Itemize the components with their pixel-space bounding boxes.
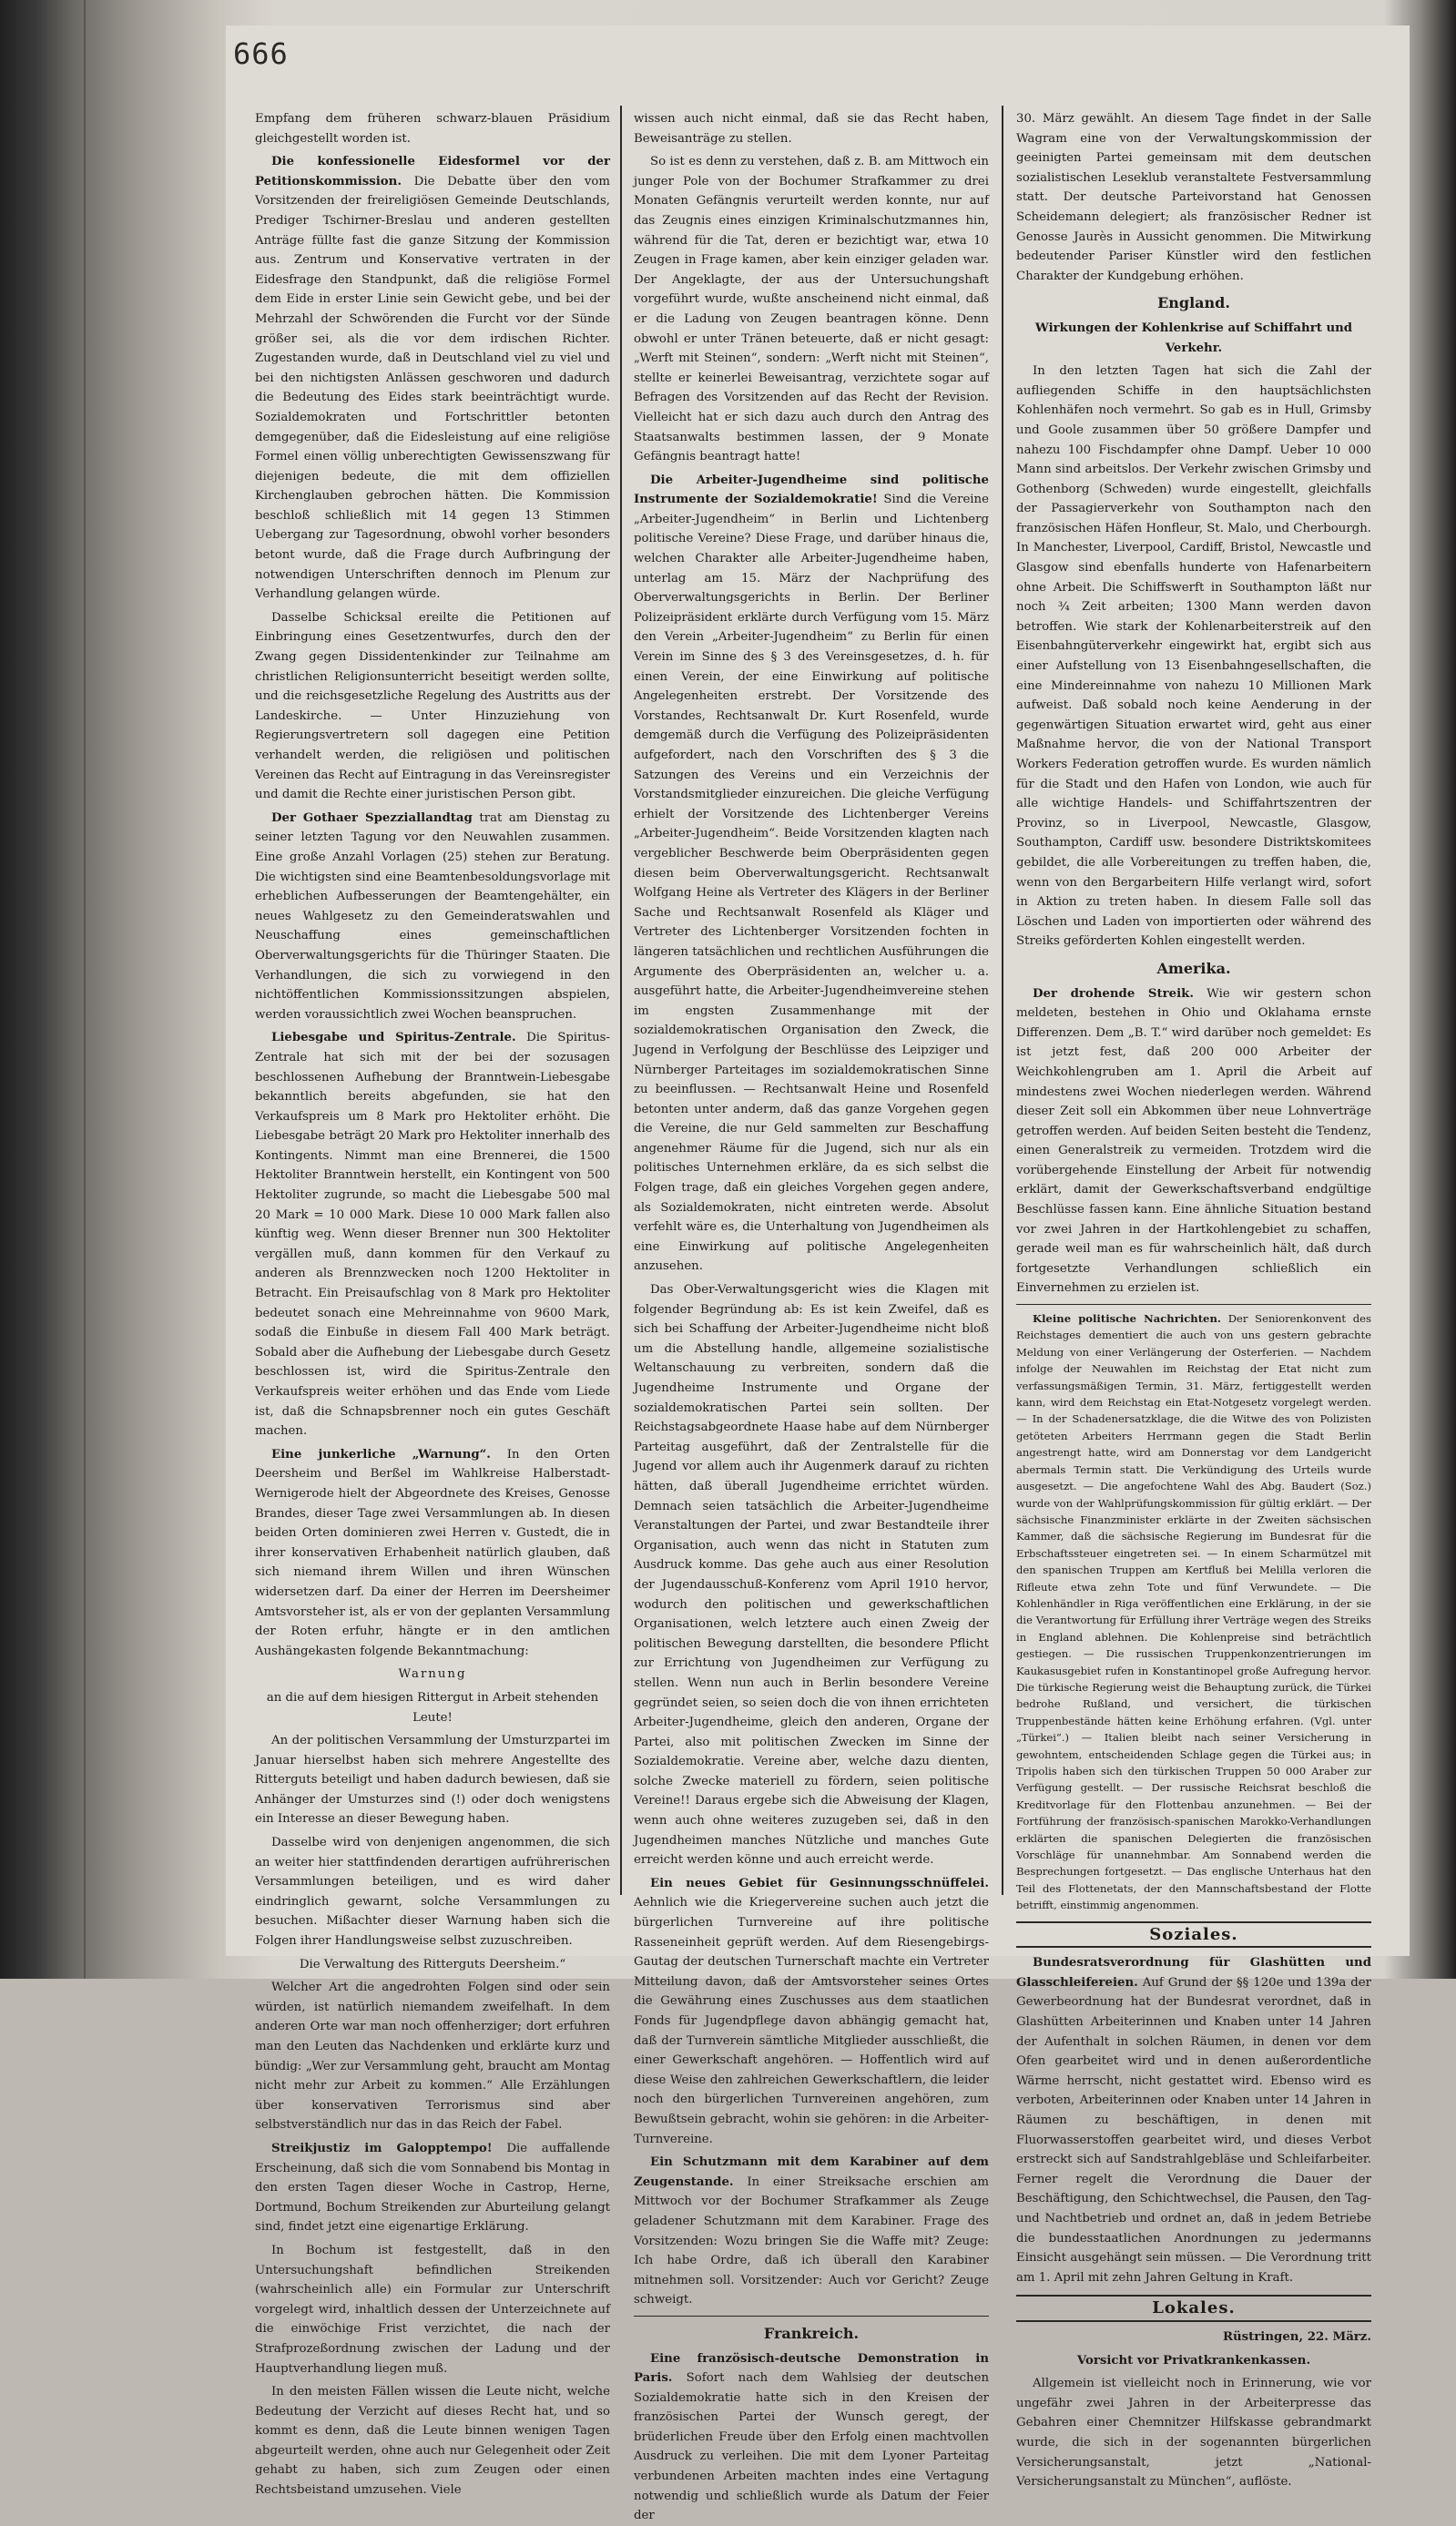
- dateline: Rüstringen, 22. März.: [1222, 2329, 1371, 2344]
- page-number: 666: [233, 36, 289, 71]
- article-text: Auf Grund der §§ 120e und 139a der Gewerbeordnung hat der Bundesrat verordnet, daß in Glashütten Arbeiterinnen und Knaben unter 14 Jahren der Aufenthalt in solchen Räumen, in denen vor dem Ofen gearbeitet wird und in denen außerordentliche Wärme herrscht, nicht gestattet wird. Ebenso wird es verboten, Arbeiterinnen oder Knaben unter 14 Jahren in Räumen zu beschäftigen, in denen mit Fluorwasserstoffen gearbeitet wird, und dieses Verbot erstreckt sich auf Sandstrahlgebläse und Schleifarbeiter. Ferner regelt die Verordnung die Dauer der Beschäftigung, den Schichtwechsel, die Pausen, den Tag- und Nachtbetrieb und ordnet an, daß in jedem Betriebe die bundesstaatlichen Anordnungen zu jedermanns Einsicht ausgehängt sein müssen. — Die Verordnung tritt am 1. April mit zehn Jahren Geltung in Kraft.: [1016, 1975, 1371, 2285]
- paragraph: Welcher Art die angedrohten Folgen sind oder sein würden, ist natürlich niemandem zweifelhaft. In dem anderen Orte war man noch offenherziger; dort erfuhren man den Leuten das Nachdenken und erklärte kurz und bündig: „Wer zur Versammlung geht, braucht am Montag nicht mehr zur Arbeit zu kommen.“ Alle Erzählungen über konservativen Terrorismus sind aber selbstverständlich nur das in das Reich der Fabel.: [255, 1981, 610, 2133]
- book-spine-edge: [84, 0, 86, 1979]
- article-headline: Die konfessionelle Eidesformel vor der Petitionskommission.: [255, 155, 610, 188]
- paragraph: An der politischen Versammlung der Umsturzpartei im Januar hierselbst haben sich mehrere Angestellte des Ritterguts beteiligt und haben dadurch bewiesen, daß sie Anhänger der Umsturzes sind (!) oder doch wenigstens ein Interesse an dieser Bewegung haben.: [255, 1734, 610, 1827]
- paragraph: Allgemein ist vielleicht noch in Erinnerung, wie vor ungefähr zwei Jahren in der Arbeiterpresse das Gebahren einer Chemnitzer Hilfskasse gebrandmarkt wurde, die sich in der sogenannten bürgerlichen Versicherungsanstalt, jetzt „National-Versicherungsanstalt zu München“, auflöste.: [1016, 2377, 1371, 2490]
- section-divider: [1016, 1304, 1371, 1305]
- article-text: In einer Streiksache erschien am Mittwoch vor der Bochumer Strafkammer als Zeuge geladener Schutzmann mit dem Karabiner. Frage des Vorsitzenden: Wozu bringen Sie die Waffe mit? Zeuge: Ich habe Ordre, daß ich überall den Karabiner mitnehmen soll. Vorsitzender: Auch vor Gericht? Zeuge schweigt.: [634, 2175, 989, 2307]
- article-text: Sofort nach dem Wahlsieg der deutschen Sozialdemokratie hatte sich in den Kreisen der französischen Partei der Wunsch geregt, der brüderlichen Freude über den Erfolg einen machtvollen Ausdruck zu verleihen. Die mit dem Lyoner Parteitag verbundenen Arbeiten machten indes eine Vertagung notwendig und schließlich wurde als Datum der Feier der: [634, 2371, 990, 2523]
- article-headline: Bundesratsverordnung für Glashütten und Glasschleifereien.: [1016, 1956, 1371, 1990]
- column-2: [634, 109, 990, 2523]
- paragraph: 30. März gewählt. An diesem Tage findet in der Salle Wagram eine von der Verwaltungskommission der geeinigten Partei gemeinsam mit dem deutschen sozialistischen Leseklub veranstaltete Festversammlung statt. Der deutsche Parteivorstand hat Genossen Scheidemann delegiert; als französischer Redner ist Genosse Jaurès in Aussicht genommen. Die Mitwirkung bedeutender Pariser Künstler wird den festlichen Charakter der Kundgebung erhöhen.: [1016, 112, 1371, 283]
- paragraph: Dasselbe Schicksal ereilte die Petitionen auf Einbringung eines Gesetzentwurfes, durch den der Zwang gegen Dissidentenkinder zur Teilnahme am christlichen Religionsunterricht beseitigt werden sollte, und die reichsgesetzliche Regelung des Austritts aus der Landeskirche. — Unter Hinzuziehung von Regierungsvertretern soll dagegen eine Petition verhandelt werden, die religiösen und politischen Vereinen das Recht auf Eintragung in das Vereinsregister und damit die Rechte einer juristischen Person gibt.: [255, 610, 610, 802]
- article-headline: Der Gothaer Spezziallandtag: [271, 810, 473, 825]
- article-text: Aehnlich wie die Kriegervereine suchen auch jetzt die bürgerlichen Turnvereine auf ihre politische Rasseneinheit geprüft werden. Auf dem Riesengebirgs-Gautag der deutschen Turnerschaft machte ein Vertreter Mitteilung davon, daß der Amtsvorsteher seines Ortes die Gewährung eines Zuschusses aus dem staatlichen Fonds für Jugendpflege davon abhängig gemacht hat, daß der Turnverein sämtliche Mitglieder ausschließt, die einer Gewerkschaft angehören. — Hoffentlich wird auf diese Weise den zahlreichen Gewerkschaftlern, die leider noch den bürgerlichen Turnvereinen angehören, zum Bewußtsein gebracht, wohin sie gehören: in die Arbeiter-Turnvereine.: [634, 1896, 989, 2146]
- column-1: [255, 109, 611, 2498]
- section-heading-soziales: Soziales.: [1016, 1921, 1371, 1949]
- paragraph: wissen auch nicht einmal, daß sie das Recht haben, Beweisanträge zu stellen.: [634, 112, 989, 146]
- article-text: Der Seniorenkonvent des Reichstages dementiert die auch von uns gestern gebrachte Meldung von einer Verlängerung der Osterferien. — Nachdem infolge der Neuwahlen im Reichstag der Etat nicht zum verfassungsmäßigen Termin, 31. März, fertiggestellt werden kann, wird dem Reichstag ein Etat-Notgesetz vorgelegt werden. — In der Schadenersatzklage, die die Witwe des von Polizisten getöteten Arbeiters Herrmann gegen die Stadt Berlin angestrengt hatte, wird am Donnerstag vor dem Landgericht abermals Termin statt. Die Verkündigung des Urteils wurde ausgesetzt. — Die angefochtene Wahl des Abg. Baudert (Soz.) wurde von der Wahlprüfungskommission für gültig erklärt. — Der sächsische Finanzminister erklärte in der Zweiten sächsischen Kammer, daß die sächsische Regierung im Bundesrat für die Erbschaftssteuer eingetreten sei. — In einem Scharmützel mit den spanischen Truppen am Kertfluß bei Melilla verloren die Rifleute etwa zehn Tote und fünf Verwundete. — Die Kohlenhändler in Riga veröffentlichen eine Erklärung, in der sie die Verantwortung für Erfüllung ihrer Verträge wegen des Streiks in England ablehnen. Die Kohlenpreise sind beträchtlich gestiegen. — Die russischen Truppenkonzentrierungen im Kaukasusgebiet rufen in Konstantinopel große Aufregung hervor. Die türkische Regierung weist die Behauptung zurück, die Türkei bedrohe Rußland, und versichert, die türkischen Truppenbestände hätten keine Erhöhung erfahren. (Vgl. unter „Türkei“.) — Italien bleibt nach seiner Versicherung in gewohntem, entscheidenden Schlage gegen die Türkei aus; in Tripolis haben sich den türkischen Truppen 50 000 Araber zur Verfügung gestellt. — Der russische Reichsrat beschloß die Kreditvorlage für den Flottenbau anzunehmen. — Bei der Fortführung der französisch-spanischen Marokko-Verhandlungen erklärten die spanischen Delegierten die französischen Vorschläge für unannehmbar. Am Sonnabend werden die Besprechungen fortgesetzt. — Das englische Unterhaus hat den Teil des Flottenetats, der den Mannschaftsbestand der Flotte betrifft, einstimmig angenommen.: [1016, 1312, 1371, 1912]
- paragraph: In den meisten Fällen wissen die Leute nicht, welche Bedeutung der Verzicht auf dieses Recht hat, und so kommt es denn, daß die Leute binnen wenigen Tagen abgeurteilt werden, ohne auch nur Gelegenheit oder Zeit gehabt zu haben, sich zum Zeugen oder einen Rechtsbeistand umzusehen. Viele: [255, 2385, 610, 2498]
- section-heading-frankreich: Frankreich.: [763, 2324, 860, 2342]
- article: [255, 1028, 610, 1441]
- paragraph: In Bochum ist festgestellt, daß in den Untersuchungshaft befindlichen Streikenden (wahrscheinlich alle) ein Formular zur Unterschrift vorgelegt wird, inhaltlich dessen der Unterzeichnete auf die einwöchige Frist verzichtet, die nach der Strafprozeßordnung zwischen der Ladung und der Hauptverhandlung liegen muß.: [255, 2243, 610, 2376]
- article-headline: Eine französisch-deutsche Demonstration in Paris.: [634, 2351, 989, 2386]
- section-heading-lokales: Lokales.: [1016, 2295, 1371, 2322]
- article-headline: Ein neues Gebiet für Gesinnungsschnüffelei.: [650, 1876, 989, 1890]
- section-heading-england: England.: [1157, 294, 1230, 312]
- paragraph: Das Ober-Verwaltungsgericht wies die Klagen mit folgender Begründung ab: Es ist kein Zweifel, daß es sich bei Schaffung der Arbeiter-Jugendheime nicht bloß um die Abstellung handle, allgemeine sozialistische Weltanschauung zu verbreiten, sondern daß die Jugendheime Instrumente und Organe der sozialdemokratischen Partei sein sollten. Der Reichstagsabgeordnete Haase habe auf dem Nürnberger Parteitag ausgeführt, daß der Zentralstelle für die Jugend vor allem auch ihr Augenmerk darauf zu richten hätten, daß überall Jugendheime errichtet würden. Demnach seien tatsächlich die Arbeiter-Jugendheime Veranstaltungen der Partei, und zwar Bestandteile ihrer Organisation, auch wenn das nicht in Statuten zum Ausdruck komme. Das gehe auch aus einer Resolution der Jugendausschuß-Konferenz vom April 1910 hervor, wodurch den politischen und gewerkschaftlichen Organisationen, welch letztere auch einen Zweig der politischen Bewegung darstellten, die besondere Pflicht zur Errichtung von Jugendheimen zur Verfügung zu stellen. Wenn nun auch in Berlin besondere Vereine gegründet seien, so seien doch die von ihnen errichteten Arbeiter-Jugendheime, gleich den anderen, Organe der Partei, also mit politischen Zwecken im Sinne der Sozialdemokratie. Vereine aber, welche dazu dienten, solche Zwecke materiell zu fördern, seien politische Vereine!! Daraus ergebe sich die Abweisung der Klagen, wenn auch ohne weiteres zuzugeben sei, daß in den Jugendheimen manches Nützliche und manches Gute erreicht werden könne und auch erreicht werde.: [634, 1283, 989, 1868]
- article-text: trat am Dienstag zu seiner letzten Tagung vor den Neuwahlen zusammen. Eine große Anzahl Vorlagen (25) stehen zur Beratung. Die wichtigsten sind eine Beamtenbesoldungsvorlage mit erheblichen Aufbesserungen der Beamtengehälter, ein neues Wahlgesetz zu den Gemeinderatswahlen und Neuschaffung eines gemeinschaftlichen Oberverwaltungsgerichts für die Thüringer Staaten. Die Verhandlungen, die sich zu vorwiegend in den nichtöffentlichen Kommissionssitzungen abspielen, werden voraussichtlich zwei Wochen beanspruchen.: [255, 810, 610, 1022]
- article: [634, 2349, 989, 2526]
- article: [1016, 1310, 1371, 1914]
- article: [634, 1874, 989, 2149]
- paragraph: In den letzten Tagen hat sich die Zahl der aufliegenden Schiffe in den hauptsächlichsten Kohlenhäfen noch vermehrt. So gab es in Hull, Grimsby und Goole zusammen über 50 größere Dampfer und nahezu 100 Fischdampfer ohne Dampf. Ueber 10 000 Mann sind arbeitslos. Der Verkehr zwischen Grimsby und Gothenborg (Schweden) wurde eingestellt, gleichfalls der Passagierverkehr von Southampton nach den französischen Häfen Honfleur, St. Malo, und Cherbourgh. In Manchester, Liverpool, Cardiff, Bristol, Newcastle und Glasgow sind ebenfalls hunderte von Hafenarbeitern ohne Arbeit. Die Schiffswerft in Southampton läßt nur noch ¾ Zeit arbeiten; 1300 Mann werden davon betroffen. Wie stark der Kohlenarbeiterstreik auf den Eisenbahngüterverkehr eingewirkt hat, ergibt sich aus einer Aufstellung von 13 Eisenbahngesellschaften, die eine Mindereinnahme von nahezu 10 Millionen Mark aufweist. Daß sobald noch keine Aenderung in der gegenwärtigen Situation erwartet wird, geht aus einer Maßnahme hervor, die von der National Transport Workers Federation getroffen wurde. Es wurden nämlich für die Stadt und den Hafen von London, wie auch für alle wichtige Handels- und Schiffahrtszentren der Provinz, so in Liverpool, Newcastle, Glasgow, Southampton, Cardiff usw. besondere Distriktskomitees gebildet, die alle Vorbereitungen zu treffen haben, die, wenn von den Bergarbeitern Hilfe verlangt wird, sofort in Aktion zu treten haben. In diesem Falle soll das Löschen und Laden von importierten oder während des Streiks geförderten Kohlen eingestellt werden.: [1016, 364, 1371, 949]
- article-headline: Ein Schutzmann mit dem Karabiner auf dem Zeugenstande.: [634, 2155, 989, 2189]
- article-text: Wie wir gestern schon meldeten, bestehen in Ohio und Oklahama ernste Differenzen. Dem „B. T.“ wird darüber noch gemeldet: Es ist jetzt fest, daß 200 000 Arbeiter der Weichkohlengruben am 1. April die Arbeit auf mindestens zwei Wochen niederlegen werden. Während dieser Zeit soll ein Abkommen über neue Lohnverträge getroffen werden. Auf beiden Seiten besteht die Tendenz, einen Generalstreik zu vermeiden. Trotzdem wird die vorübergehende Einstellung der Arbeit für notwendig erklärt, damit der Gewerkschaftsverband endgültige Beschlüsse fassen kann. Eine ähnliche Situation bestand vor zwei Jahren in der Hartkohlengebiet zu schaffen, gerade weil man es für wahrscheinlich hält, daß durch fortgesetzte Verhandlungen schließlich ein Einvernehmen zu erzielen ist.: [1016, 986, 1371, 1296]
- article: [1016, 984, 1371, 1299]
- paragraph: Empfang dem früheren schwarz-blauen Präsidium gleichgestellt worden ist.: [255, 112, 610, 146]
- section-divider: [634, 2316, 989, 2317]
- column-rule: [1002, 106, 1003, 1895]
- article-text: Die auffallende Erscheinung, daß sich die vom Sonnabend bis Montag in den ersten Tagen dieser Woche in Castrop, Herne, Dortmund, Bochum Streikenden zur Aburteilung gelangt sind, findet jetzt eine eigenartige Erklärung.: [255, 2141, 610, 2235]
- notice-signature: Die Verwaltung des Ritterguts Deersheim.“: [299, 1957, 566, 1971]
- paragraph: Dasselbe wird von denjenigen angenommen, die sich an weiter hier stattfindenden derartigen aufrührerischen Versammlungen beteiligen, und es wird daher eindringlich gewarnt, solche Versammlungen zu besuchen. Mißachter dieser Warnung haben sich die Folgen ihrer Handlungsweise selbst zuzuschreiben.: [255, 1836, 610, 1949]
- article-headline: Vorsicht vor Privatkrankenkassen.: [1076, 2353, 1311, 2368]
- notice-subtitle: an die auf dem hiesigen Rittergut in Arbeit stehenden Leute!: [266, 1690, 599, 1725]
- article-text: Sind die Vereine „Arbeiter-Jugendheim“ in Berlin und Lichtenberg politische Vereine? Diese Frage, und darüber hinaus die, welchen Charakter alle Arbeiter-Jugendheime haben, unterlag am 15. März der Nachprüfung des Oberverwaltungsgerichts in Berlin. Der Berliner Polizeipräsident erklärte durch Verfügung vom 15. März den Verein „Arbeiter-Jugendheim“ zu Berlin für einen Verein im Sinne des § 3 des Vereinsgesetzes, d. h. für einen Verein, der eine Einwirkung auf politische Angelegenheiten erstrebt. Der Vorsitzende des Vorstandes, Rechtsanwalt Dr. Kurt Rosenfeld, wurde demgemäß durch die Verfügung des Polizeipräsidenten aufgefordert, nach den Vorschriften des § 3 die Satzungen des Vereins und ein Verzeichnis der Vorstandsmitglieder einzureichen. Die gleiche Verfügung erhielt der Vorsitzende des Lichtenberger Vereins „Arbeiter-Jugendheim“. Beide Vorsitzenden klagten nach vergeblicher Beschwerde beim Oberpräsidenten gegen diesen beim Oberverwaltungsgericht. Rechtsanwalt Wolfgang Heine als Vertreter des Klägers in der Berliner Sache und Rechtsanwalt Rosenfeld als Kläger und Vertreter des Lichtenberger Vorsitzenden fochten in längeren tatsächlichen und rechtlichen Ausführungen die Argumente des Oberpräsidenten an, welcher u. a. ausgeführt hatte, die Arbeiter-Jugendheimvereine stehen im engsten Zusammenhange mit der sozialdemokratischen Organisation den Zweck, die Jugend in Verfolgung der Beschlüsse des Leipziger und Nürnberger Parteitages im sozialdemokratischen Sinne zu beeinflussen. — Rechtsanwalt Heine und Rosenfeld betonten unter anderm, daß das ganze Vorgehen gegen die Vereine, die nur Geld sammelten zur Beschaffung angenehmer Räume für die Jugend, sich nur als ein politisches Unternehmen erkläre, da es sich selbst die Folgen trage, daß ein gleiches Vorgehen gegen andere, als Sozialdemokraten, nicht eintreten werde. Absolut verfehlt wäre es, die Unterhaltung von Jugendheimen als eine Einwirkung auf politische Angelegenheiten anzusehen.: [634, 493, 989, 1274]
- article: [255, 809, 610, 1025]
- article-headline: Eine junkerliche „Warnung“.: [271, 1447, 491, 1462]
- section-heading-amerika: Amerika.: [1156, 959, 1231, 977]
- article: [255, 2139, 610, 2237]
- newspaper-page: [226, 25, 1410, 2523]
- article-headline: Streikjustiz im Galopptempo!: [271, 2141, 493, 2155]
- article-headline: Liebesgabe und Spiritus-Zentrale.: [271, 1031, 516, 1045]
- article-headline: Wirkungen der Kohlenkrise auf Schiffahrt und Verkehr.: [1034, 321, 1353, 355]
- article: [255, 152, 610, 605]
- paragraph: So ist es denn zu verstehen, daß z. B. am Mittwoch ein junger Pole von der Bochumer Strafkammer zu drei Monaten Gefängnis verurteilt werden konnte, nur auf das Zeugnis eines einzigen Kriminalschutzmannes hin, während für die Tat, deren er bezichtigt war, etwa 10 Zeugen in Frage kamen, aber kein einziger geladen war. Der Angeklagte, der aus der Untersuchungshaft vorgeführt wurde, wußte anscheinend nicht einmal, daß er die Ladung von Zeugen beantragen könne. Denn obwohl er unter Tränen beteuerte, daß er nicht gesagt: „Werft mit Steinen“, sondern: „Werft nicht mit Steinen“, stellte er keinerlei Beweisantrag, verzichtete sogar auf Befragen des Vorsitzenden auf das Recht der Revision. Vielleicht hat er sich dazu auch durch den Antrag des Staatsanwalts bestimmen lassen, der 9 Monate Gefängnis beantragt hatte!: [634, 155, 989, 464]
- column-3: [1016, 109, 1371, 2490]
- article-text: In den Orten Deersheim und Berßel im Wahlkreise Halberstadt-Wernigerode hielt der Abgeordnete des Kreises, Genosse Brandes, dieser Tage zwei Versammlungen ab. In diesen beiden Orten dominieren zwei Herren v. Gustedt, die in ihrer konservativen Erhabenheit natürlich glauben, daß sich niemand ihrem Willen und ihren Wünschen widersetzen darf. Da einer der Herren im Deersheimer Amtsvorsteher ist, als er von der geplanten Versammlung der Roten erfuhr, hängte er in den amtlichen Aushängekasten folgende Bekanntmachung:: [255, 1447, 611, 1658]
- article: [1016, 1953, 1371, 2287]
- article-text: Die Debatte über den vom Vorsitzenden der freireligiösen Gemeinde Deutschlands, Prediger Tschirner-Breslau und anderen gestellten Anträge füllte fast die ganze Sitzung der Kommission aus. Zentrum und Konservative vertraten in der Eidesfrage den Standpunkt, daß die religiöse Formel dem Eide in erster Linie sein Gewicht gebe, und bei der Mehrzahl der Schwörenden die Furcht vor der Sünde größer sei, als die vor dem irdischen Richter. Zugestanden wurde, daß in Deutschland viel zu viel und bei den nichtigsten Anlässen geschworen und dadurch die Bedeutung des Eides stark beeinträchtigt wurde. Sozialdemokraten und Fortschrittler betonten demgegenüber, daß die Eidesleistung auf eine religiöse Formel einen völlig unberechtigten Gewissenszwang für diejenigen bedeute, die mit dem offiziellen Kirchenglauben gebrochen hätten. Die Kommission beschloß schließlich mit 14 gegen 13 Stimmen Uebergang zur Tagesordnung, obwohl vorher besonders betont wurde, daß die Frage durch Aufbringung der notwendigen Unterschriften dennoch im Plenum zur Verhandlung gelangen würde.: [255, 174, 610, 602]
- article-text: Die Spiritus-Zentrale hat sich mit der bei der sozusagen beschlossenen Aufhebung der Branntwein-Liebesgabe bekanntlich bereits abgefunden, sie hat den Verkaufspreis um 8 Mark pro Hektoliter erhöht. Die Liebesgabe beträgt 20 Mark pro Hektoliter innerhalb des Kontingents. Nimmt man eine Brennerei, die 1500 Hektoliter Branntwein herstellt, ein Kontingent von 500 Hektoliter zugrunde, so macht die Liebesgabe 500 mal 20 Mark = 10 000 Mark. Diese 10 000 Mark fallen also künftig weg. Wenn dieser Brenner nun 300 Hektoliter vergällen muß, dann kommen für den Verkauf zu anderen als Brennzwecken noch 1200 Hektoliter in Betracht. Ein Preisaufschlag von 8 Mark pro Hektoliter bedeutet sonach eine Mehreinnahme von 9600 Mark, sodaß die Einbuße in diesem Fall 400 Mark beträgt. Sobald aber die Aufhebung der Liebesgabe durch Gesetz beschlossen ist, wird die Spiritus-Zentrale den Verkaufspreis weiter erhöhen und das Ende vom Liede ist, daß die Schnapsbrenner noch ein gutes Geschäft machen.: [255, 1031, 610, 1439]
- article-headline: Kleine politische Nachrichten.: [1033, 1312, 1221, 1326]
- notice-title: Warnung: [398, 1667, 467, 1682]
- article-headline: Der drohende Streik.: [1033, 986, 1194, 1001]
- column-rule: [620, 106, 622, 1895]
- article-headline: Die Arbeiter-Jugendheime sind politische Instrumente der Sozialdemokratie!: [634, 473, 989, 507]
- article: [255, 1445, 610, 1662]
- article: [634, 2153, 989, 2310]
- article: [634, 471, 989, 1277]
